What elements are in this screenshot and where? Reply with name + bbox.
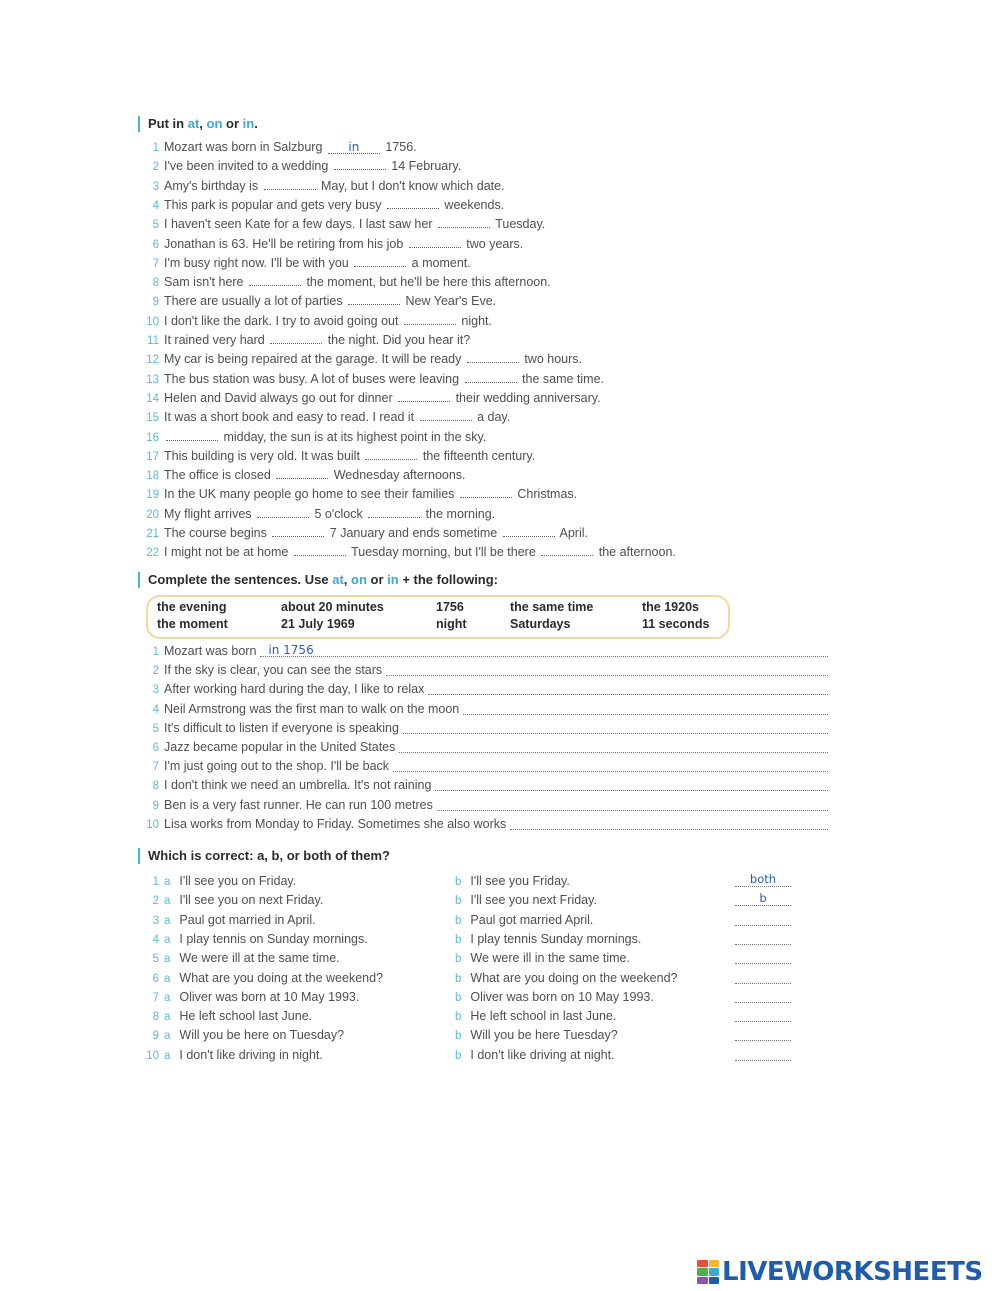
answer-blank[interactable] <box>467 350 519 363</box>
sentence-text: There are usually a lot of parties <box>164 294 347 309</box>
option-b-text: Will you be here Tuesday? <box>470 1028 618 1043</box>
item-number: 5 <box>152 722 159 735</box>
item-number: 12 <box>146 354 159 367</box>
exercise-row <box>145 776 431 794</box>
answer-blank[interactable] <box>404 312 456 325</box>
sentence-text: 14 February. <box>387 159 462 174</box>
answer-blank[interactable] <box>276 466 328 479</box>
answer-blank[interactable] <box>272 524 324 537</box>
sentence-text: Tuesday. <box>491 217 546 232</box>
option-letter: a <box>164 1049 171 1062</box>
filled-answer[interactable]: in <box>328 141 380 154</box>
option-b[interactable] <box>455 1026 618 1044</box>
option-a[interactable] <box>145 872 296 890</box>
exercise-row <box>145 719 399 737</box>
option-a-text: Oliver was born at 10 May 1993. <box>179 989 360 1004</box>
exercise-row <box>145 428 486 446</box>
option-letter: b <box>455 895 462 908</box>
option-letter: b <box>455 876 462 888</box>
sentence-text: Jazz became popular in the United States <box>164 740 396 754</box>
exercise-row <box>145 815 506 833</box>
answer-blank[interactable] <box>465 370 517 383</box>
item-number: 11 <box>147 335 159 347</box>
sentence-text: It was a short book and easy to read. I read it <box>164 410 418 425</box>
exercise-row <box>145 408 510 426</box>
option-letter: b <box>455 1011 462 1024</box>
sentence-text: I don't think we need an umbrella. It's not raining <box>164 778 432 793</box>
sentence-text: two years. <box>462 236 524 251</box>
item-number: 10 <box>146 315 159 328</box>
item-number: 2 <box>152 665 159 678</box>
sentence-text: Sam isn't here <box>164 275 247 290</box>
option-a[interactable] <box>145 949 340 967</box>
sentence-text: My car is being repaired at the garage. It will be ready <box>164 352 465 367</box>
item-number: 6 <box>152 972 159 985</box>
section1-title: Put in at, on or in. <box>138 116 258 132</box>
option-letter: a <box>164 991 171 1004</box>
sentence-text: I'm busy right now. I'll be with you <box>164 255 353 270</box>
answer-blank[interactable] <box>541 543 593 556</box>
sentence-text: I haven't seen Kate for a few days. I last saw her <box>164 217 436 232</box>
sentence-text: two hours. <box>520 352 582 367</box>
sentence-text: 7 January and ends sometime <box>326 526 501 540</box>
option-b[interactable] <box>455 930 641 948</box>
item-number: 7 <box>152 257 159 270</box>
option-a[interactable] <box>145 911 316 929</box>
option-a-text: Will you be here on Tuesday? <box>179 1028 345 1043</box>
word-box-item: night <box>436 617 467 631</box>
exercise-row <box>145 700 459 718</box>
option-a-text: I'll see you on Friday. <box>179 874 297 888</box>
option-b-text: Paul got married April. <box>470 912 594 927</box>
sentence-text: Tuesday morning, but I'll be there <box>347 545 540 560</box>
sentence-text: the fifteenth century. <box>419 448 536 463</box>
liveworksheets-logo <box>697 1258 983 1286</box>
exercise-row <box>145 389 601 407</box>
option-a[interactable] <box>145 1026 344 1044</box>
answer-blank[interactable] <box>249 273 301 286</box>
answer-field[interactable]: both <box>735 873 791 887</box>
option-b-text: Oliver was born on 10 May 1993. <box>470 989 654 1004</box>
answer-blank[interactable] <box>368 505 420 518</box>
item-number: 15 <box>146 412 159 425</box>
word-box-item: the same time <box>510 600 594 614</box>
answer-blank[interactable] <box>398 389 450 402</box>
item-number: 6 <box>152 742 159 754</box>
answer-blank[interactable] <box>438 215 490 228</box>
exercise-row <box>145 524 588 542</box>
item-number: 8 <box>152 277 159 290</box>
item-number: 9 <box>152 296 159 309</box>
item-number: 9 <box>152 1030 159 1043</box>
answer-blank[interactable] <box>270 331 322 344</box>
exercise-row <box>145 505 495 523</box>
sentence-text: This park is popular and gets very busy <box>164 197 385 212</box>
option-b-text: I'll see you next Friday. <box>470 893 597 908</box>
answer-blank[interactable] <box>409 235 461 248</box>
word-box-item: about 20 minutes <box>281 600 384 614</box>
item-number: 22 <box>146 547 159 560</box>
sentence-text: Christmas. <box>513 487 578 502</box>
option-b[interactable] <box>455 911 593 929</box>
answer-blank[interactable] <box>354 254 406 267</box>
option-a-text: I don't like driving in night. <box>179 1047 323 1062</box>
item-number: 4 <box>152 199 159 212</box>
word-box-item: 11 seconds <box>642 617 710 631</box>
option-b-text: We were ill in the same time. <box>470 951 630 966</box>
sentence-text: weekends. <box>440 197 505 212</box>
answer-blank[interactable] <box>294 543 346 556</box>
item-number: 4 <box>152 933 159 946</box>
option-letter: b <box>455 1049 462 1062</box>
word-box-item: 21 July 1969 <box>281 617 355 631</box>
exercise-row <box>145 370 604 388</box>
answer-line[interactable] <box>437 798 828 811</box>
answer-blank[interactable] <box>264 177 316 190</box>
answer-line[interactable] <box>386 663 828 676</box>
option-a-text: I play tennis on Sunday mornings. <box>179 931 368 946</box>
option-letter: a <box>164 876 171 888</box>
answer-field[interactable] <box>735 1027 791 1041</box>
sentence-text: the night. Did you hear it? <box>324 333 471 347</box>
logo-grid-icon <box>697 1260 719 1284</box>
exercise-row <box>145 312 492 330</box>
option-a[interactable] <box>145 891 323 909</box>
option-a[interactable] <box>145 1046 323 1064</box>
item-number: 7 <box>152 991 159 1004</box>
exercise-row <box>145 292 496 310</box>
option-b-text: I play tennis Sunday mornings. <box>470 931 642 946</box>
answer-line[interactable] <box>399 740 828 753</box>
item-number: 7 <box>152 761 159 774</box>
option-b[interactable] <box>455 891 597 909</box>
logo-text: LIVEWORKSHEETS <box>722 1257 983 1287</box>
sentence-text: This building is very old. It was built <box>164 448 364 463</box>
word-box-item: Saturdays <box>510 617 571 631</box>
sentence-text: Lisa works from Monday to Friday. Sometimes she also works <box>164 816 507 831</box>
option-letter: a <box>164 895 171 908</box>
item-number: 6 <box>152 238 159 251</box>
sentence-text: After working hard during the day, I like to relax <box>164 682 425 697</box>
item-number: 17 <box>146 450 159 463</box>
answer-line[interactable] <box>435 778 828 791</box>
sentence-text: In the UK many people go home to see their families <box>164 487 458 502</box>
sentence-text: 1756. <box>381 140 417 154</box>
option-b-text: I'll see you Friday. <box>470 874 570 888</box>
option-letter: b <box>455 972 462 985</box>
item-number: 1 <box>152 142 159 154</box>
answer-blank[interactable] <box>503 524 555 537</box>
sentence-text: Wednesday afternoons. <box>330 468 466 483</box>
exercise-row <box>145 466 466 484</box>
item-number: 3 <box>152 914 159 927</box>
exercise-row <box>145 738 395 756</box>
exercise-row <box>145 235 523 253</box>
exercise-row <box>145 680 424 698</box>
sentence-text: Helen and David always go out for dinner <box>164 390 397 405</box>
answer-blank[interactable] <box>166 428 218 441</box>
item-number: 5 <box>152 219 159 232</box>
answer-blank[interactable] <box>334 157 386 170</box>
sentence-text: the moment, but he'll be here this afternoon. <box>302 275 551 290</box>
option-letter: b <box>455 991 462 1004</box>
option-a[interactable] <box>145 988 359 1006</box>
item-number: 18 <box>146 470 159 483</box>
option-a-text: Paul got married in April. <box>179 912 316 927</box>
answer-field[interactable] <box>735 950 791 964</box>
sentence-text: a moment. <box>408 255 471 270</box>
sentence-text: I don't like the dark. I try to avoid going out <box>164 313 402 328</box>
option-b-text: What are you doing on the weekend? <box>470 970 678 985</box>
option-letter: b <box>455 914 462 927</box>
item-number: 2 <box>152 895 159 908</box>
exercise-row <box>145 757 389 775</box>
exercise-row <box>145 331 470 349</box>
item-number: 3 <box>152 180 159 193</box>
answer-field[interactable] <box>735 912 791 926</box>
sentence-text: Neil Armstrong was the first man to walk on the moon <box>164 701 460 716</box>
answer-blank[interactable] <box>460 485 512 498</box>
option-b[interactable] <box>455 988 654 1006</box>
answer-line[interactable] <box>403 721 828 734</box>
exercise-row <box>145 642 256 660</box>
item-number: 16 <box>146 431 159 444</box>
option-letter: a <box>164 914 171 927</box>
option-letter: b <box>455 953 462 966</box>
answer-blank[interactable] <box>387 196 439 209</box>
sentence-text: night. <box>457 313 493 328</box>
sentence-text: a day. <box>473 410 511 425</box>
option-a-text: We were ill at the same time. <box>179 951 340 966</box>
option-letter: a <box>164 972 171 985</box>
option-letter: a <box>164 1011 171 1024</box>
exercise-row <box>145 273 551 291</box>
option-b[interactable] <box>455 969 678 987</box>
answer-field[interactable] <box>735 970 791 984</box>
item-number: 9 <box>152 799 159 812</box>
exercise-row <box>145 177 505 195</box>
exercise-row <box>145 796 433 814</box>
section3-title: Which is correct: a, b, or both of them? <box>138 848 390 864</box>
sentence-text: the morning. <box>422 506 496 521</box>
item-number: 14 <box>146 392 159 405</box>
sentence-text: Mozart was born in Salzburg <box>164 140 326 154</box>
item-number: 13 <box>146 373 159 386</box>
sentence-text: If the sky is clear, you can see the stars <box>164 663 383 678</box>
item-number: 19 <box>146 489 159 502</box>
section2-title: Complete the sentences. Use at, on or in + the following: <box>138 572 498 588</box>
sentence-text: April. <box>556 526 588 540</box>
answer-line[interactable] <box>510 817 828 830</box>
option-b[interactable] <box>455 1007 616 1025</box>
sentence-text: I've been invited to a wedding <box>164 159 332 174</box>
answer-field[interactable] <box>735 1047 791 1061</box>
item-number: 8 <box>152 780 159 793</box>
sentence-text: Ben is a very fast runner. He can run 100 metres <box>164 797 433 812</box>
item-number: 10 <box>146 1049 159 1062</box>
option-b-text: He left school in last June. <box>470 1009 617 1024</box>
word-box-item: the 1920s <box>642 600 699 614</box>
sentence-text: May, but I don't know which date. <box>317 178 505 193</box>
option-b-text: I don't like driving at night. <box>470 1047 615 1062</box>
sentence-text: Mozart was born <box>164 644 257 658</box>
answer-blank[interactable] <box>365 447 417 460</box>
exercise-row <box>145 215 545 233</box>
option-a[interactable] <box>145 1007 312 1025</box>
word-box-item: the evening <box>157 600 227 614</box>
answer-line[interactable]: in 1756 <box>260 644 828 657</box>
option-a[interactable] <box>145 969 383 987</box>
sentence-text: 5 o'clock <box>311 506 367 521</box>
sentence-text: The course begins <box>164 526 271 540</box>
option-letter: b <box>455 1030 462 1043</box>
sentence-text: the same time. <box>518 371 605 386</box>
item-number: 1 <box>152 646 159 658</box>
option-a-text: I'll see you on next Friday. <box>179 893 324 908</box>
sentence-text: New Year's Eve. <box>402 294 497 309</box>
sentence-text: It rained very hard <box>164 333 269 347</box>
answer-blank[interactable] <box>348 292 400 305</box>
sentence-text: Jonathan is 63. He'll be retiring from his job <box>164 236 407 251</box>
option-letter: b <box>455 933 462 946</box>
sentence-text: I'm just going out to the shop. I'll be back <box>164 759 390 774</box>
option-a-text: What are you doing at the weekend? <box>179 970 384 985</box>
answer-line[interactable] <box>463 702 828 715</box>
item-number: 4 <box>152 703 159 716</box>
option-letter: a <box>164 933 171 946</box>
answer-field[interactable] <box>735 931 791 945</box>
word-box-item: 1756 <box>436 600 464 614</box>
exercise-row <box>145 196 504 214</box>
item-number: 20 <box>146 508 159 521</box>
answer-blank[interactable] <box>420 408 472 421</box>
sentence-text: the afternoon. <box>595 545 676 560</box>
exercise-row <box>145 350 582 368</box>
item-number: 8 <box>152 1011 159 1024</box>
sentence-text: The bus station was busy. A lot of buses were leaving <box>164 371 463 386</box>
exercise-row <box>145 157 461 175</box>
sentence-text: My flight arrives <box>164 506 255 521</box>
option-a[interactable] <box>145 930 368 948</box>
answer-line[interactable] <box>393 759 828 772</box>
answer-line[interactable] <box>428 682 828 695</box>
exercise-row <box>145 138 417 156</box>
option-letter: a <box>164 953 171 966</box>
exercise-row <box>145 485 577 503</box>
option-b[interactable] <box>455 949 630 967</box>
option-a-text: He left school last June. <box>179 1009 313 1024</box>
item-number: 2 <box>152 161 159 174</box>
sentence-text: Amy's birthday is <box>164 178 262 193</box>
item-number: 21 <box>146 528 159 540</box>
item-number: 5 <box>152 953 159 966</box>
option-b[interactable] <box>455 1046 615 1064</box>
exercise-row <box>145 447 535 465</box>
sentence-text: their wedding anniversary. <box>452 390 601 405</box>
item-number: 1 <box>152 876 159 888</box>
word-box <box>146 595 730 639</box>
exercise-row <box>145 661 382 679</box>
answer-field[interactable] <box>735 1008 791 1022</box>
exercise-row <box>145 543 676 561</box>
answer-field[interactable]: b <box>735 892 791 906</box>
sentence-text: I might not be at home <box>164 545 292 560</box>
option-b[interactable] <box>455 872 570 890</box>
sentence-text: The office is closed <box>164 468 275 483</box>
item-number: 3 <box>152 684 159 697</box>
exercise-row <box>145 254 471 272</box>
answer-blank[interactable] <box>257 505 309 518</box>
option-letter: a <box>164 1030 171 1043</box>
item-number: 10 <box>146 818 159 831</box>
word-box-item: the moment <box>157 617 228 631</box>
sentence-text: midday, the sun is at its highest point in the sky. <box>220 429 487 444</box>
sentence-text: It's difficult to listen if everyone is speaking <box>164 720 399 735</box>
answer-field[interactable] <box>735 989 791 1003</box>
